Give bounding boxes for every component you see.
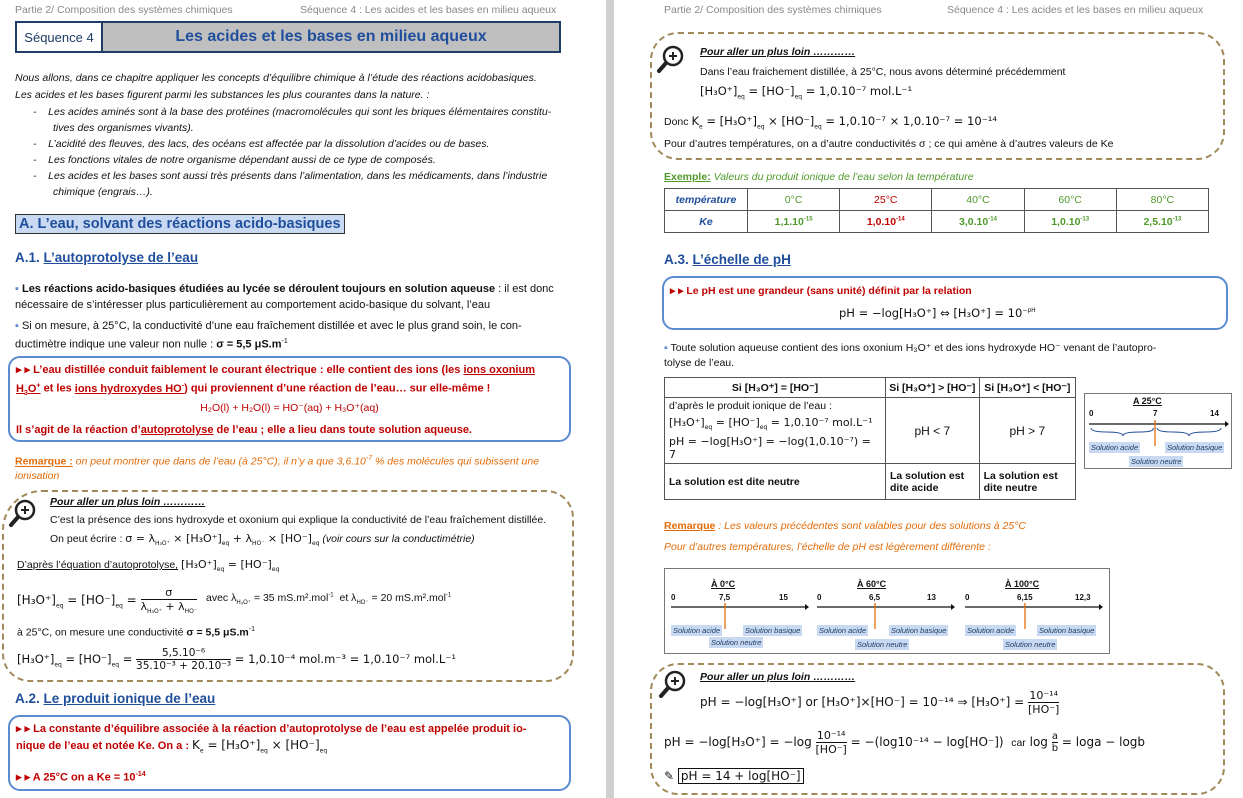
scale-mid: 6,5 [869,593,881,602]
go-further-title: Pour aller un plus loin ………… [700,671,856,683]
ph-table-header: Si [H₃O⁺] > [HO⁻] [886,378,980,398]
ph-derivation-1: pH = −log[H₃O⁺] or [H₃O⁺]×[HO⁻] = 10⁻¹⁴ ⇒ [H₃O⁺] = $\frac{\text{10⁻¹⁴}}{[HO^-]}$ [700,689,1060,716]
go-further-line-4: Pour d’autres températures, on a d’autre conductivités σ ; ce qui amène à d’autres valeurs de Ke [664,138,1114,150]
go-further-title: Pour aller un plus loin ………… [700,46,856,58]
acid-label: Solution acide [1091,443,1139,452]
ph-final-formula: ✎ pH = 14 + log[HO⁻] [664,769,804,783]
ke-value-cell: $3,0.10^{-14}$ [932,211,1024,233]
ph-definition-box [662,276,1228,330]
bullet-item-cont: chimique (engrais…). [53,186,153,198]
ph-table-cell: pH < 7 [886,398,980,464]
ke-table-header: 0°C [748,189,840,211]
example-caption: Exemple: Valeurs du produit ionique de l’eau selon la température [664,171,974,183]
box1-conclusion: Il s’agit de la réaction d’autoprotolyse de l’eau ; elle a lieu dans toute solution aqueuse. [16,424,472,436]
ke-table [664,188,1209,233]
water-concentration: $[H_3O^+]_{eq} = [HO^-]_{eq} = 1,0.10^{-7}$ mol.L⁻¹ [700,84,913,101]
right-page [614,0,1243,798]
ph-table-footer: La solution est dite acide [886,464,980,500]
magnifier-plus-icon [658,669,688,699]
remark-2: Remarque : Les valeurs précédentes sont valables pour des solutions à 25°C [664,520,1026,532]
magnifier-plus-icon [8,498,38,528]
lambda-values: avec $\lambda_{H_3O^+} = 35$ mS.m².mol$^{-1}$ et $\lambda_{HO^-} = 20$ mS.m².mol$^{-1}$ [206,592,452,607]
bullet-item: - L’acidité des fleuves, des lacs, des océans est affectée par la dissolution d’acides ou de bases. [33,138,490,150]
bullet-item-cont: tives des organismes vivants). [53,122,194,134]
scale-min: 0 [671,593,676,602]
ph-table-header: Si [H₃O⁺] < [HO⁻] [979,378,1075,398]
conductivity-formula: On peut écrire : $\sigma = \lambda_{H_3O^+} \times [H_3O^+]_{eq} + \lambda_{HO^-} \times [HO^-]_{eq}$ (voir cours sur la conductimétrie) [50,532,475,548]
scale-min: 0 [1089,409,1094,418]
ke-table-header-temp: température [665,189,748,211]
ph-table-cell-neutral [665,398,886,464]
go-further-line-1: C’est la présence des ions hydroxyde et oxonium qui explique la conductivité de l’eau fraîchement distillée. [50,514,547,526]
concentration-result: $[H_3O^+]_{eq} = [HO^-]_{eq}$ = $\frac{\text{5,5.10⁻⁶}}{\text{35.10⁻³ + 20.10⁻³}}$ = 1,0.10⁻⁴ mol.m⁻³ = 1,0.10⁻⁷ mol.L⁻¹ [17,647,456,672]
ph-scale-60 [815,569,955,653]
scale-max: 14 [1210,409,1219,418]
scale-title: À 0°C [711,579,736,589]
basic-label: Solution basique [891,626,947,635]
paragraph-1: ▪ Les réactions acido-basiques étudiées au lycée se déroulent toujours en solution aqueuse : il est donc nécessaire de s’intéresser plus particulièrement au comportement acido-basique du solvant, l’eau [15,283,554,311]
a3-heading: A.3. L’échelle de pH [664,252,791,267]
acid-label: Solution acide [673,626,721,635]
basic-label: Solution basique [1039,626,1095,635]
scale-mid: 6,15 [1017,593,1033,602]
ke-value-cell: $1,0.10^{-13}$ [1024,211,1116,233]
scale-title: A 25°C [1133,396,1162,406]
ph-table-cell-text: d’après le produit ionique de l’eau : [669,400,832,412]
page-header-right: Séquence 4 : Les acides et les bases en milieu aqueux [947,4,1204,16]
paragraph-2: ▪ Si on mesure, à 25°C, la conductivité d’une eau fraîchement distillée et avec le plus grand soin, le con- ductimètre indique une valeur non nulle : σ = 5,5 $\mu S.m^{-1}$ [15,320,522,351]
basic-label: Solution basique [1167,443,1223,452]
scale-mid: 7,5 [719,593,731,602]
ke-table-header: 25°C [840,189,932,211]
ph-table-header: Si [H₃O⁺] = [HO⁻] [665,378,886,398]
go-further-line-1: Dans l’eau fraichement distillée, à 25°C, nous avons déterminé précédemment [700,66,1066,78]
ke-table-header: 80°C [1116,189,1208,211]
bullet-item: - Les acides aminés sont à la base des protéines (macromolécules qui sont les briques élémentaires constitu- [33,106,552,118]
scale-min: 0 [965,593,970,602]
ke-value-cell: $1,0.10^{-14}$ [840,211,932,233]
ph-scale-25 [1084,393,1232,469]
scale-max: 15 [779,593,788,602]
page-gap [606,0,614,798]
scale-min: 0 [817,593,822,602]
ke-value-25: ▸ ▸ A 25°C on a $Ke = 10^{-14}$ [16,771,146,784]
concentration-formula: $[H_3O^+]_{eq} = [HO^-]_{eq}$ = σ $\lambda_{H_3O^+} + \lambda_{HO^-}$ [17,586,197,616]
ph-scale-0 [669,569,809,653]
bullet-item: - Les fonctions vitales de notre organisme dépendant aussi de ce type de composés. [33,154,436,166]
neutral-concentration: $[H_3O^+]_{eq} = [HO^-]_{eq} = 1,0.10^{-7}$ mol.L⁻¹ [669,416,873,432]
ph-formula: pH = −log[H₃O⁺] ⇔ $[H_3O^+] = 10^{-pH}$ [839,306,1036,320]
scale-title: À 60°C [857,579,887,589]
remark-1: Remarque : on peut montrer que dans de l’eau (à 25°C), il n’y a que $3,6.10^{-7}$ % des molécules qui subissent une ionisation [15,455,540,482]
neutral-ph: pH = −log[H₃O⁺] = −log(1,0.10⁻⁷) = 7 [669,435,871,462]
ph-table-footer: La solution est dite neutre [979,464,1075,500]
measured-conductivity: à 25°C, on mesure une conductivité σ = 5,5 $\mu S.m^{-1}$ [17,626,255,639]
ph-derivation-2: pH = −log[H₃O⁺] = −log $\frac{\text{10⁻¹⁴}}{[HO^-]}$ = −(log10⁻¹⁴ − log[HO⁻]) car log $\frac{a}{b}$ = loga − logb [664,729,1146,756]
left-page [0,0,606,798]
intro-bullets [33,104,573,200]
a2-heading: A.2. Le produit ionique de l’eau [15,691,216,706]
scale-max: 13 [927,593,936,602]
bullet-item: - Les acides et les bases sont aussi très présents dans l’alimentation, dans les médicaments, dans l’industrie [33,170,548,182]
paragraph-3: ▪ Toute solution aqueuse contient des ions oxonium H₃O⁺ et des ions hydroxyde HO⁻ venant de l’autopro- tolyse de l’eau. [664,342,1157,369]
ke-calculation: Donc $K_e = [H_3O^+]_{eq} \times [HO^-]_{eq} = 1,0.10^{-7} \times 1,0.10^{-7} = 10^{-14}$ [664,114,997,131]
ph-definition-text: ▸ ▸ Le pH est une grandeur (sans unité) définit par la relation [670,285,972,297]
page-title: Les acides et les bases en milieu aqueux [103,23,559,51]
go-further-box-2 [650,32,1225,160]
neutral-label: Solution neutre [857,640,908,649]
go-further-line-3: D’après l’équation d’autoprotolyse, $[H_3O^+]_{eq} = [HO^-]_{eq}$ [17,558,280,574]
basic-label: Solution basique [745,626,801,635]
ph-table-cell: pH > 7 [979,398,1075,464]
sequence-label: Séquence 4 [17,23,103,51]
ke-table-rowlabel: Ke [665,211,748,233]
a1-heading: A.1. L’autoprotolyse de l’eau [15,250,199,265]
page-header-right: Séquence 4 : Les acides et les bases en milieu aqueux [300,4,557,16]
ph-scales-temperatures [664,568,1110,654]
intro-line-1: Nous allons, dans ce chapitre appliquer les concepts d’équilibre chimique à l’étude des réactions acidobasiques. [15,72,537,84]
neutral-label: Solution neutre [1005,640,1056,649]
go-further-title: Pour aller un plus loin ………… [50,496,206,508]
autoprotolyse-equation: H₂O(l) + H₂O(l) = HO⁻(aq) + H₃O⁺(aq) [200,402,379,414]
neutral-label: Solution neutre [711,638,762,647]
box1-text: ▸ ▸ L’eau distillée conduit faiblement le courant électrique : elle contient des ions (les ions oxonium $H_3O^+$ et les ions hydroxydes HO-) qui proviennent d’une réaction de l’eau… sur elle-même ! [16,364,535,397]
acid-label: Solution acide [819,626,867,635]
ionic-product-box [8,715,571,791]
page-header-left: Partie 2/ Composition des systèmes chimiques [15,4,233,16]
ke-value-cell: $2,5.10^{-13}$ [1116,211,1208,233]
intro-line-2: Les acides et les bases figurent parmi les substances les plus courantes dans la nature. : [15,89,430,101]
ph-table-footer: La solution est dite neutre [665,464,886,500]
scale-max: 12,3 [1075,593,1091,602]
autoprotolyse-box [8,356,571,442]
acid-label: Solution acide [967,626,1015,635]
remark-2-line-2: Pour d’autres températures, l’échelle de pH est légèrement différente : [664,541,991,553]
ph-table [664,377,1076,500]
go-further-box-3 [650,663,1225,795]
box2-text: ▸ ▸ La constante d’équilibre associée à la réaction d’autoprotolyse de l’eau est appelée produit io- nique de l’eau et notée Ke. On a : $K_e = [H_3O^+]_{eq} \times [HO^-]_{eq}$ [16,723,527,755]
scale-mid: 7 [1153,409,1158,418]
ke-table-header: 40°C [932,189,1024,211]
ke-table-header: 60°C [1024,189,1116,211]
magnifier-plus-icon [656,44,686,74]
title-banner [15,21,561,53]
page-header-left: Partie 2/ Composition des systèmes chimiques [664,4,882,16]
neutral-label: Solution neutre [1131,457,1182,466]
go-further-box-1 [2,490,574,682]
ph-scale-100 [963,569,1103,653]
ke-value-cell: $1,1.10^{-15}$ [748,211,840,233]
scale-title: À 100°C [1005,579,1040,589]
section-a-heading: A. L’eau, solvant des réactions acido-basiques [15,214,345,234]
